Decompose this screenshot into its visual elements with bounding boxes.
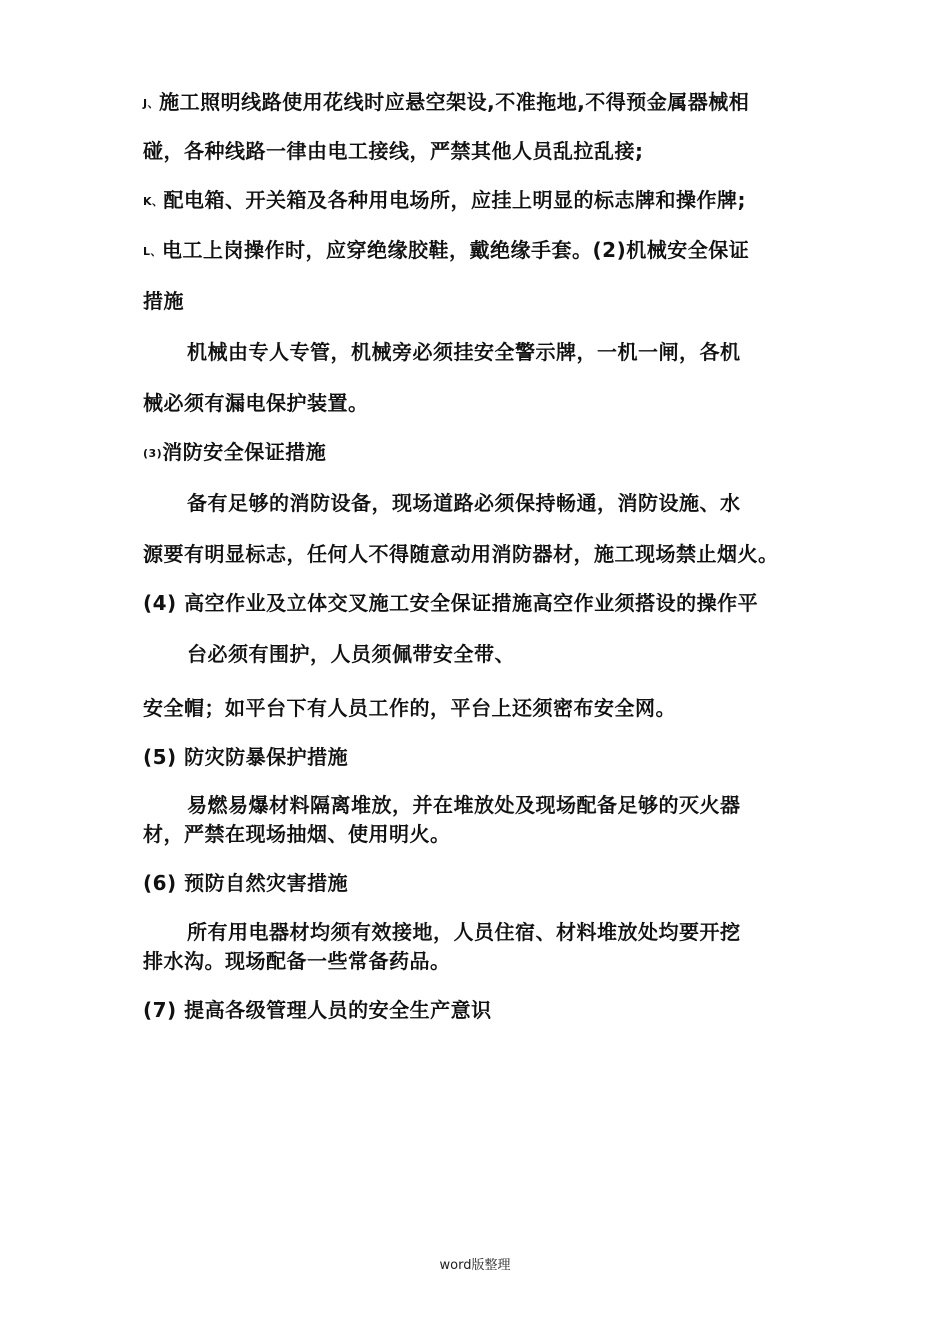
text-line (143, 287, 184, 315)
paragraph-indent-line (187, 640, 515, 668)
line-text: 措施 (143, 289, 184, 313)
line-text: 械必须有漏电保护装置。 (143, 391, 369, 415)
line-text: 配电箱、开关箱及各种用电场所，应挂上明显的标志牌和操作牌; (163, 188, 747, 212)
line-text: 易燃易爆材料隔离堆放，并在堆放处及现场配备足够的灭火器 (187, 793, 741, 817)
text-line (143, 820, 451, 848)
section-heading (143, 589, 758, 617)
item-marker: J、 (143, 97, 160, 110)
paragraph-indent-line (187, 338, 741, 366)
page-footer: word版整理 (439, 1258, 511, 1273)
line-text: 源要有明显标志，任何人不得随意动用消防器材，施工现场禁止烟火。 (143, 542, 779, 566)
text-line (143, 88, 749, 118)
line-text: 碰，各种线路一律由电工接线，严禁其他人员乱拉乱接; (143, 139, 644, 163)
item-marker: (3) (143, 447, 163, 460)
line-text: 排水沟。现场配备一些常备药品。 (143, 949, 451, 973)
paragraph-indent-line (187, 489, 741, 517)
text-line (143, 137, 644, 165)
line-text: 台必须有围护，人员须佩带安全带、 (187, 642, 515, 666)
text-line (143, 186, 746, 216)
section-heading (143, 869, 348, 897)
line-text: 材，严禁在现场抽烟、使用明火。 (143, 822, 451, 846)
item-marker: L、 (143, 245, 163, 258)
text-line (143, 947, 451, 975)
section-heading (143, 743, 348, 771)
line-text: (5) 防灾防暴保护措施 (143, 745, 349, 769)
line-text: 备有足够的消防设备，现场道路必须保持畅通，消防设施、水 (187, 491, 741, 515)
text-line (143, 236, 749, 266)
line-text: (7) 提高各级管理人员的安全生产意识 (143, 998, 492, 1022)
line-text: 电工上岗操作时，应穿绝缘胶鞋，戴绝缘手套。(2)机械安全保证 (162, 238, 750, 262)
line-text: (4) 高空作业及立体交叉施工安全保证措施高空作业须搭设的操作平 (143, 591, 759, 615)
line-text: 消防安全保证措施 (162, 440, 327, 464)
line-text: 安全帽；如平台下有人员工作的，平台上还须密布安全网。 (143, 696, 676, 720)
text-line (143, 694, 676, 722)
line-text: 所有用电器材均须有效接地，人员住宿、材料堆放处均要开挖 (187, 920, 741, 944)
paragraph-indent-line (187, 791, 741, 819)
section-heading (143, 438, 326, 468)
line-text: 机械由专人专管，机械旁必须挂安全警示牌，一机一闸，各机 (187, 340, 741, 364)
text-line (143, 389, 369, 417)
section-heading (143, 996, 492, 1024)
paragraph-indent-line (187, 918, 741, 946)
line-text: (6) 预防自然灾害措施 (143, 871, 349, 895)
text-line (143, 540, 779, 568)
item-marker: K、 (143, 195, 164, 208)
line-text: 施工照明线路使用花线时应悬空架设,不准拖地,不得预金属器械相 (159, 90, 750, 114)
